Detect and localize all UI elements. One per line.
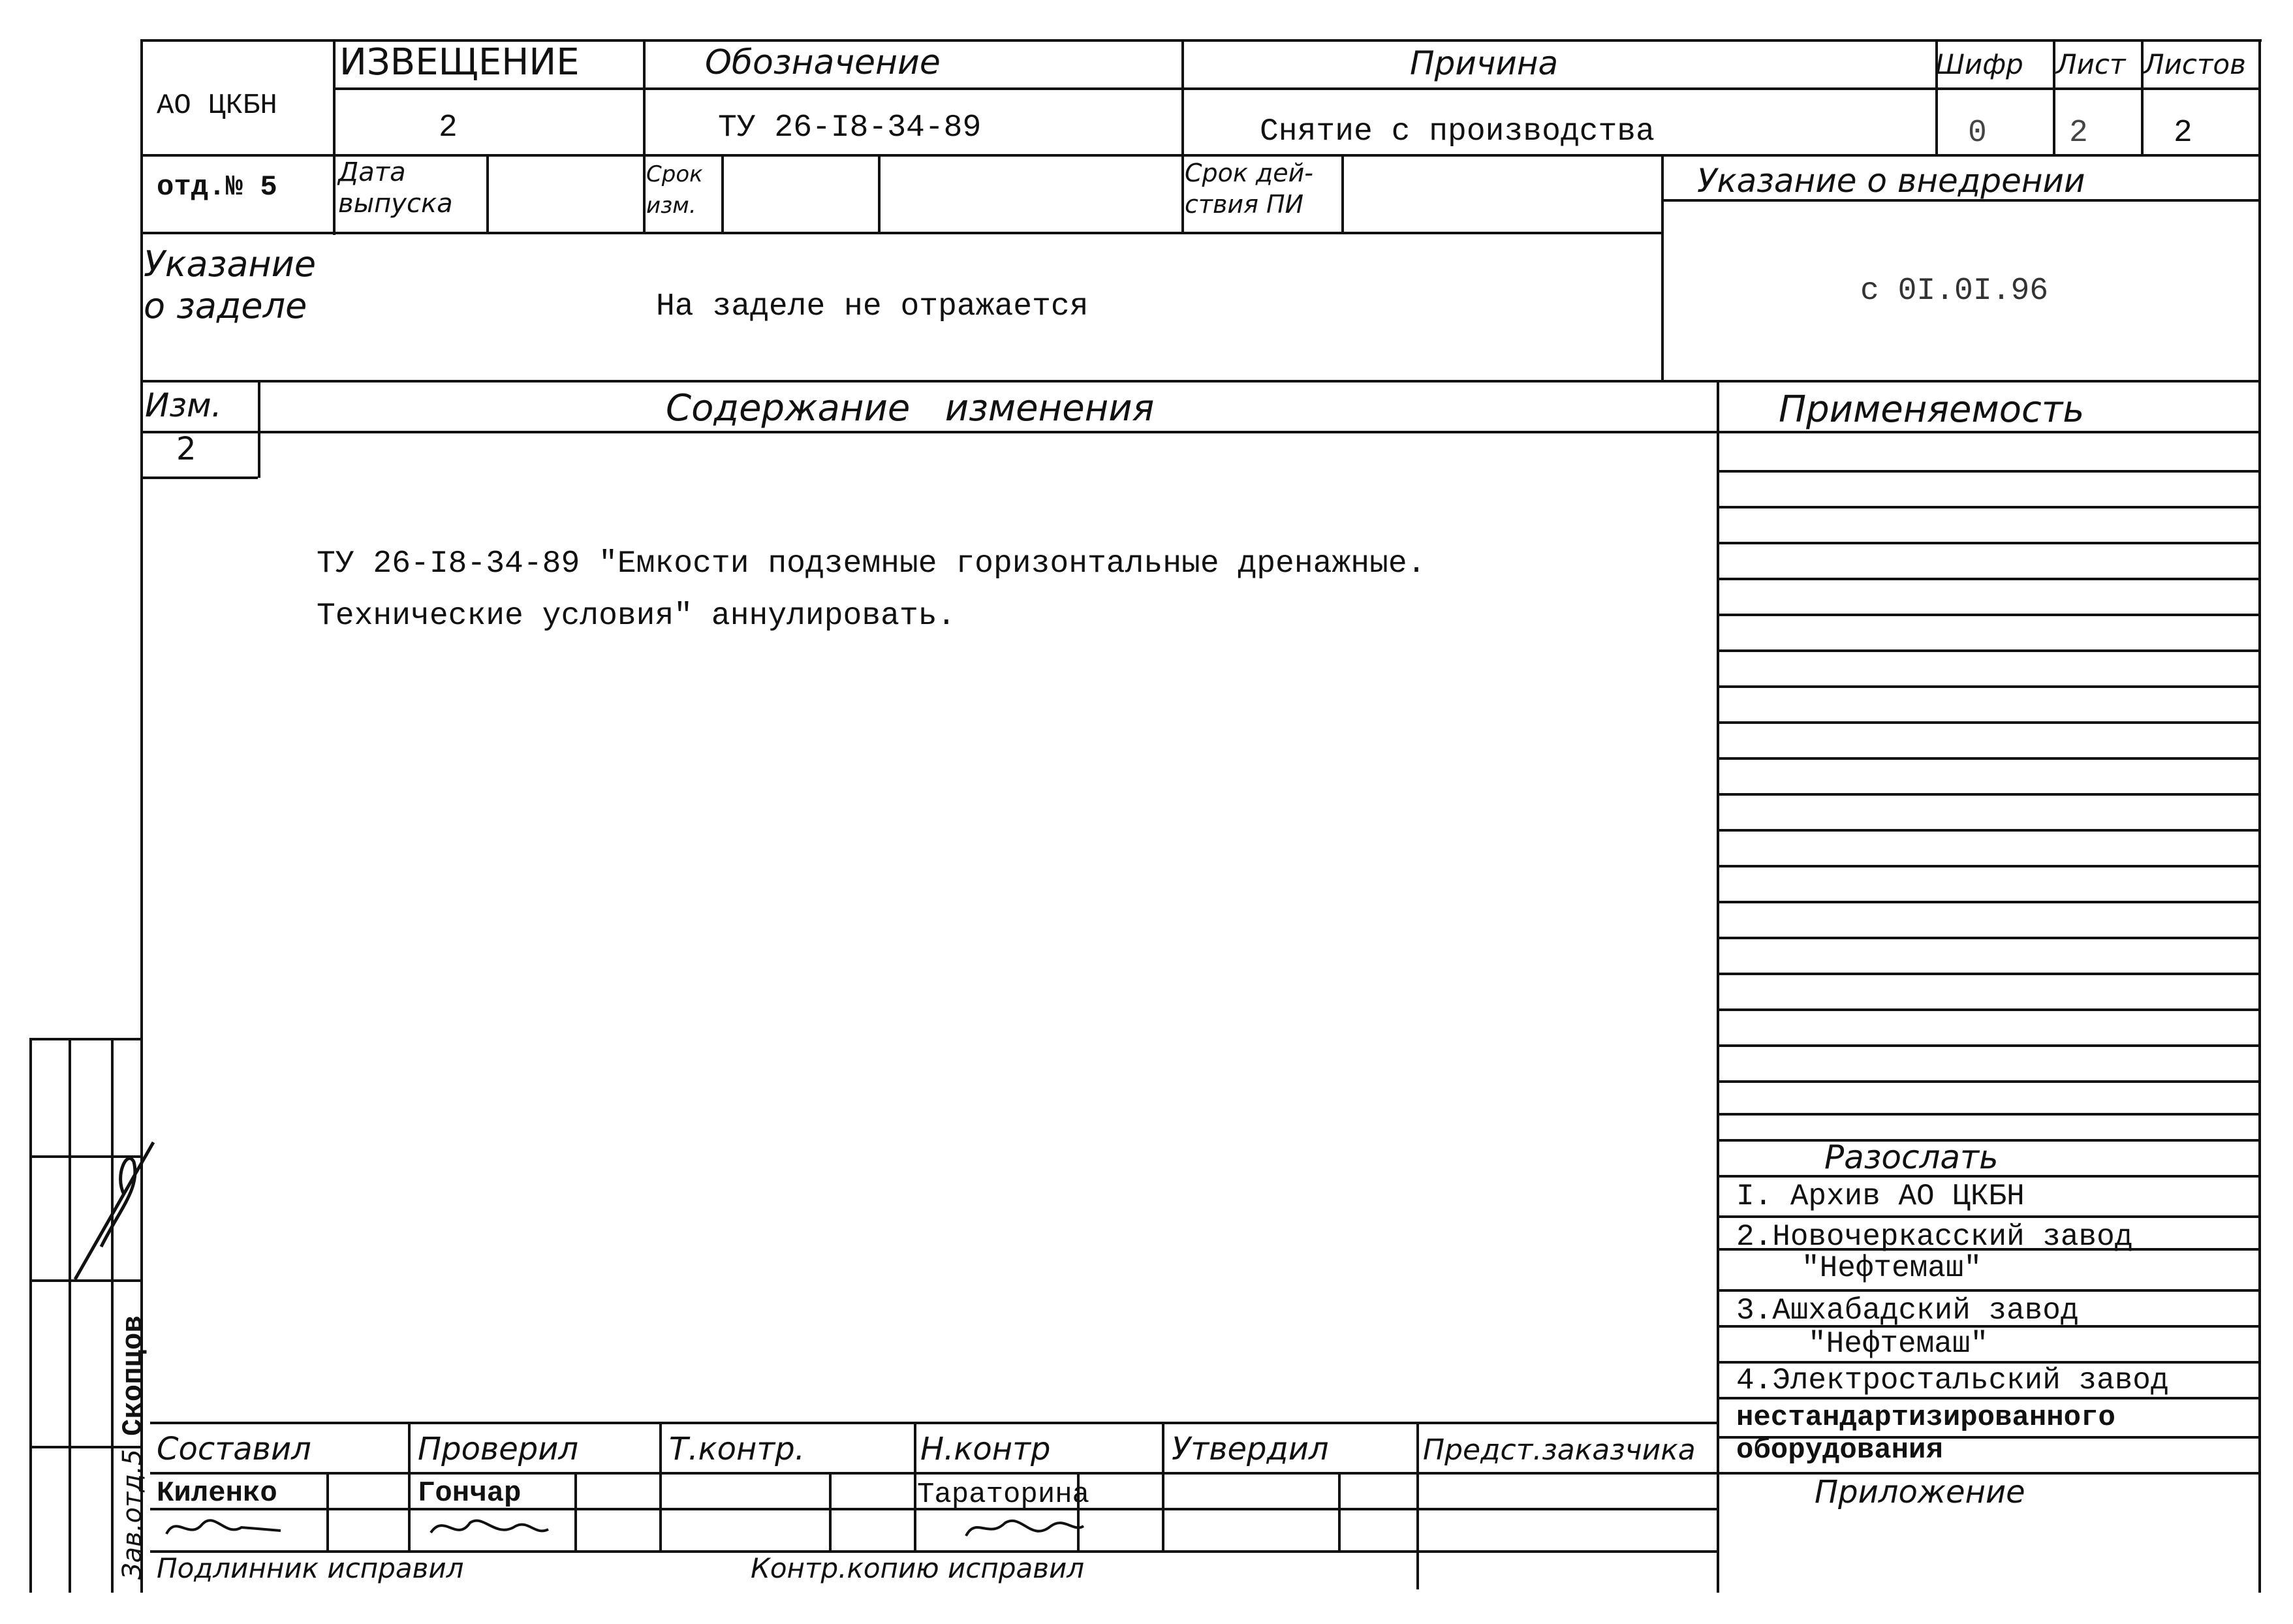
proveril-label: Проверил	[418, 1431, 579, 1467]
content-title: Содержание изменения	[666, 387, 1155, 429]
content-right-divider	[1717, 380, 1719, 1593]
vnedrenie-label: Указание о внедрении	[1697, 162, 2085, 200]
sig-col	[659, 1422, 662, 1552]
content-line-1: ТУ 26-I8-34-89 "Емкости подземные горизонтальные дренажные.	[317, 546, 1426, 582]
margin-line	[29, 1446, 140, 1448]
oboznachenie-label: Обозначение	[705, 43, 941, 82]
org-name: АО ЦКБН	[157, 89, 277, 122]
distribution-item: 4.Электростальский завод	[1736, 1364, 2169, 1398]
vnedrenie-date: с 0I.0I.96	[1860, 273, 2049, 309]
distribution-item: "Нефтемаш"	[1808, 1327, 1989, 1361]
row2-col-f	[1341, 154, 1344, 232]
app-line	[1717, 757, 2258, 760]
app-line	[1717, 1044, 2258, 1047]
oboznachenie-value: ТУ 26-I8-34-89	[718, 110, 982, 146]
col-izv-right	[643, 39, 646, 154]
sig-sub	[1416, 1550, 1419, 1589]
app-line	[1717, 1080, 2258, 1083]
srok-izm-label-2: изм.	[646, 193, 696, 219]
utverdil-label: Утвердил	[1172, 1431, 1329, 1467]
zadel-row-bottom	[140, 380, 2258, 383]
app-line	[1717, 829, 2258, 832]
sostavil-label: Составил	[157, 1431, 311, 1467]
listov-value: 2	[2174, 116, 2192, 151]
izveshchenie-label: ИЗВЕЩЕНИЕ	[339, 41, 580, 84]
row2-col-g	[1661, 154, 1664, 383]
signature-gonchar	[424, 1513, 555, 1546]
app-line	[1717, 721, 2258, 724]
row2-col-c	[721, 154, 724, 232]
content-header-bottom	[140, 431, 2258, 433]
row2-col-e	[1181, 154, 1184, 232]
col-shifr-right	[2053, 39, 2055, 154]
margin-zav-label: Зав.отд.5	[117, 1448, 148, 1580]
srok-pi-label-2: ствия ПИ	[1185, 190, 1304, 219]
sig-sub	[574, 1472, 577, 1550]
margin-name: Скопцов	[117, 1315, 150, 1436]
distribution-item: 3.Ашхабадский завод	[1736, 1294, 2079, 1328]
app-line	[1717, 542, 2258, 544]
sig-col	[1162, 1422, 1164, 1552]
app-line	[1717, 1113, 2258, 1116]
proveril-name: Гончар	[418, 1477, 522, 1510]
signature-kilenko	[163, 1511, 294, 1544]
izm-box-bottom	[140, 476, 258, 479]
zadel-value: На заделе не отражается	[656, 289, 1089, 324]
row2-col-a	[486, 154, 489, 232]
shifr-label: Шифр	[1935, 48, 2023, 80]
app-line	[1717, 649, 2258, 652]
distribution-item: I. Архив АО ЦКБН	[1736, 1179, 2025, 1213]
app-line	[1717, 685, 2258, 688]
sig-sub	[829, 1472, 832, 1550]
margin-top	[29, 1038, 140, 1040]
frame-right-line	[2258, 39, 2261, 1593]
dept-number: отд.№ 5	[157, 171, 277, 204]
list-label: Лист	[2056, 48, 2126, 80]
app-line	[1717, 937, 2258, 939]
app-line	[1717, 614, 2258, 616]
app-line	[1717, 901, 2258, 903]
izm-label: Изм.	[145, 386, 222, 424]
sig-top-line	[150, 1422, 1717, 1424]
appendix-label: Приложение	[1815, 1474, 2025, 1510]
signature-margin	[62, 1136, 160, 1292]
signature-taratorina	[959, 1513, 1090, 1546]
app-line	[1717, 1008, 2258, 1011]
sig-sub	[326, 1472, 329, 1550]
prichina-value: Снятие с производства	[1260, 114, 1655, 149]
row2-col-d	[878, 154, 881, 232]
srok-izm-label-1: Срок	[646, 161, 703, 187]
prichina-label: Причина	[1410, 44, 1559, 82]
app-line	[1717, 578, 2258, 580]
margin-col	[69, 1038, 71, 1593]
izveshchenie-number: 2	[439, 110, 458, 146]
col-obozn-right	[1181, 39, 1184, 154]
dist-line	[1717, 1215, 2258, 1218]
izm-col-right	[258, 380, 260, 478]
podlinnik-label: Подлинник исправил	[157, 1552, 464, 1584]
margin-col	[111, 1038, 114, 1593]
tkontr-label: Т.контр.	[669, 1431, 805, 1467]
col-org-right	[333, 39, 335, 235]
zadel-label-2: о заделе	[144, 285, 307, 326]
listov-label: Листов	[2144, 48, 2246, 80]
distribution-item: "Нефтемаш"	[1802, 1251, 1982, 1285]
dist-line	[1717, 1289, 2258, 1292]
izm-value: 2	[176, 431, 196, 467]
data-vypuska-label-2: выпуска	[338, 189, 453, 219]
sig-sub	[1338, 1472, 1341, 1550]
sig-col	[408, 1422, 411, 1552]
app-line	[1717, 470, 2258, 473]
zadel-label-1: Указание	[144, 243, 317, 285]
app-line	[1717, 865, 2258, 867]
nkontr-label: Н.контр	[920, 1431, 1051, 1467]
sig-col	[914, 1422, 916, 1552]
app-line	[1717, 506, 2258, 508]
kontr-copy-label: Контр.копию исправил	[751, 1552, 1085, 1584]
data-vypuska-label-1: Дата	[338, 157, 406, 187]
distribution-item: 2.Новочеркасский завод	[1736, 1220, 2133, 1254]
margin-col	[29, 1038, 32, 1593]
applicability-title: Применяемость	[1779, 388, 2085, 431]
predst-label: Предст.заказчика	[1423, 1433, 1696, 1467]
sig-col	[1416, 1422, 1419, 1552]
distribution-item: оборудования	[1736, 1434, 1943, 1467]
sostavil-name: Киленко	[157, 1477, 277, 1510]
header-row2-bottom	[140, 232, 1661, 234]
header-row1-bottom	[333, 87, 2258, 90]
col-listov-right	[2258, 39, 2261, 154]
srok-pi-label-1: Срок дей-	[1185, 159, 1313, 187]
sig-row-line	[150, 1472, 1717, 1475]
app-line	[1717, 973, 2258, 975]
distribution-title: Разослать	[1824, 1138, 1999, 1176]
nkontr-name: Тараторина	[917, 1478, 1090, 1511]
shifr-value: 0	[1968, 116, 1987, 151]
row2-col-b	[643, 154, 646, 232]
app-line	[1717, 793, 2258, 796]
distribution-item: нестандартизированного	[1736, 1401, 2115, 1434]
list-value: 2	[2069, 116, 2088, 151]
content-line-2: Технические условия" аннулировать.	[317, 599, 956, 634]
header-row-bottom	[140, 154, 2258, 157]
